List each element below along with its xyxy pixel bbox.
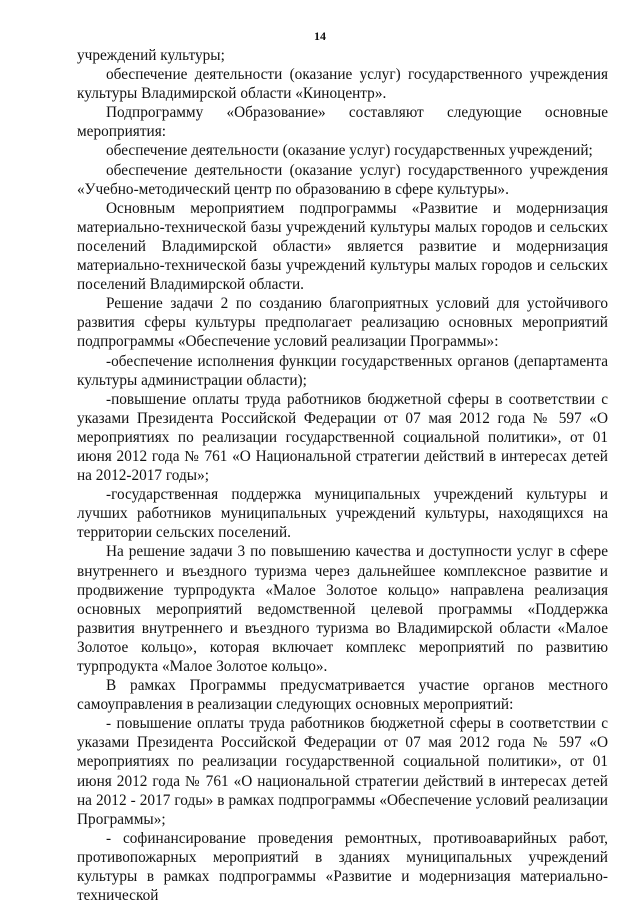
paragraph: обеспечение деятельности (оказание услуг) государственного учреждения культуры Владимирской области «Киноцентр». bbox=[77, 66, 608, 103]
paragraph: Решение задачи 2 по созданию благоприятных условий для устойчивого развития сферы культуры предполагает реализацию основных мероприятий подпрограммы «Обеспечение условий реализации Программы»: bbox=[77, 295, 608, 351]
paragraph: -обеспечение исполнения функции государственных органов (департамента культуры администрации области); bbox=[77, 352, 608, 389]
paragraph: учреждений культуры; bbox=[77, 47, 225, 64]
paragraph: Подпрограмму «Образование» составляют следующие основные мероприятия: bbox=[77, 104, 608, 141]
paragraph: На решение задачи 3 по повышению качества и доступности услуг в сфере внутреннего и въездного туризма через дальнейшее комплексное развитие и продвижение турпродукта «Малое Золотое кольцо» направлена реализация основных мероприятий ведомственной целевой программы «Поддержка развития внутреннего и въездного туризма во Владимирской области «Малое Золотое кольцо», которая включает комплекс мероприятий по развитию турпродукта «Малое Золотое кольцо». bbox=[77, 543, 608, 675]
paragraph: -государственная поддержка муниципальных учреждений культуры и лучших работников муниципальных учреждений культуры, находящихся на территории сельских поселений. bbox=[77, 486, 608, 542]
paragraph: обеспечение деятельности (оказание услуг) государственного учреждения «Учебно-методический центр по образованию в сфере культуры». bbox=[77, 161, 608, 198]
paragraph: - софинансирование проведения ремонтных, противоаварийных работ, противопожарных мероприятий в зданиях муниципальных учреждений культуры в рамках подпрограммы «Развитие и модернизация материально-технической bbox=[77, 829, 608, 905]
page-number: 14 bbox=[314, 29, 326, 43]
paragraph: -повышение оплаты труда работников бюджетной сферы в соответствии с указами Президента Российской Федерации от 07 мая 2012 года № 597 «О мероприятиях по реализации государственной социальной политики», от 01 июня 2012 года № 761 «О Национальной стратегии действий в интересах детей на 2012-2017 годы»; bbox=[77, 390, 608, 485]
paragraph: - повышение оплаты труда работников бюджетной сферы в соответствии с указами Президента Российской Федерации от 07 мая 2012 года № 597 «О мероприятиях по реализации государственной социальной политики», от 01 июня 2012 года № 761 «О национальной стратегии действий в интересах детей на 2012 - 2017 годы» в рамках подпрограммы «Обеспечение условий реализации Программы»; bbox=[77, 715, 608, 828]
paragraph: В рамках Программы предусматривается участие органов местного самоуправления в реализации следующих основных мероприятий: bbox=[77, 677, 608, 714]
paragraph: обеспечение деятельности (оказание услуг) государственных учреждений; bbox=[106, 142, 593, 160]
document-body bbox=[77, 46, 608, 905]
paragraph: Основным мероприятием подпрограммы «Развитие и модернизация материально-технической базы учреждений культуры малых городов и сельских поселений Владимирской области» является развитие и модернизация материально-технической базы учреждений культуры малых городов и сельских поселений Владимирской области. bbox=[77, 199, 608, 294]
